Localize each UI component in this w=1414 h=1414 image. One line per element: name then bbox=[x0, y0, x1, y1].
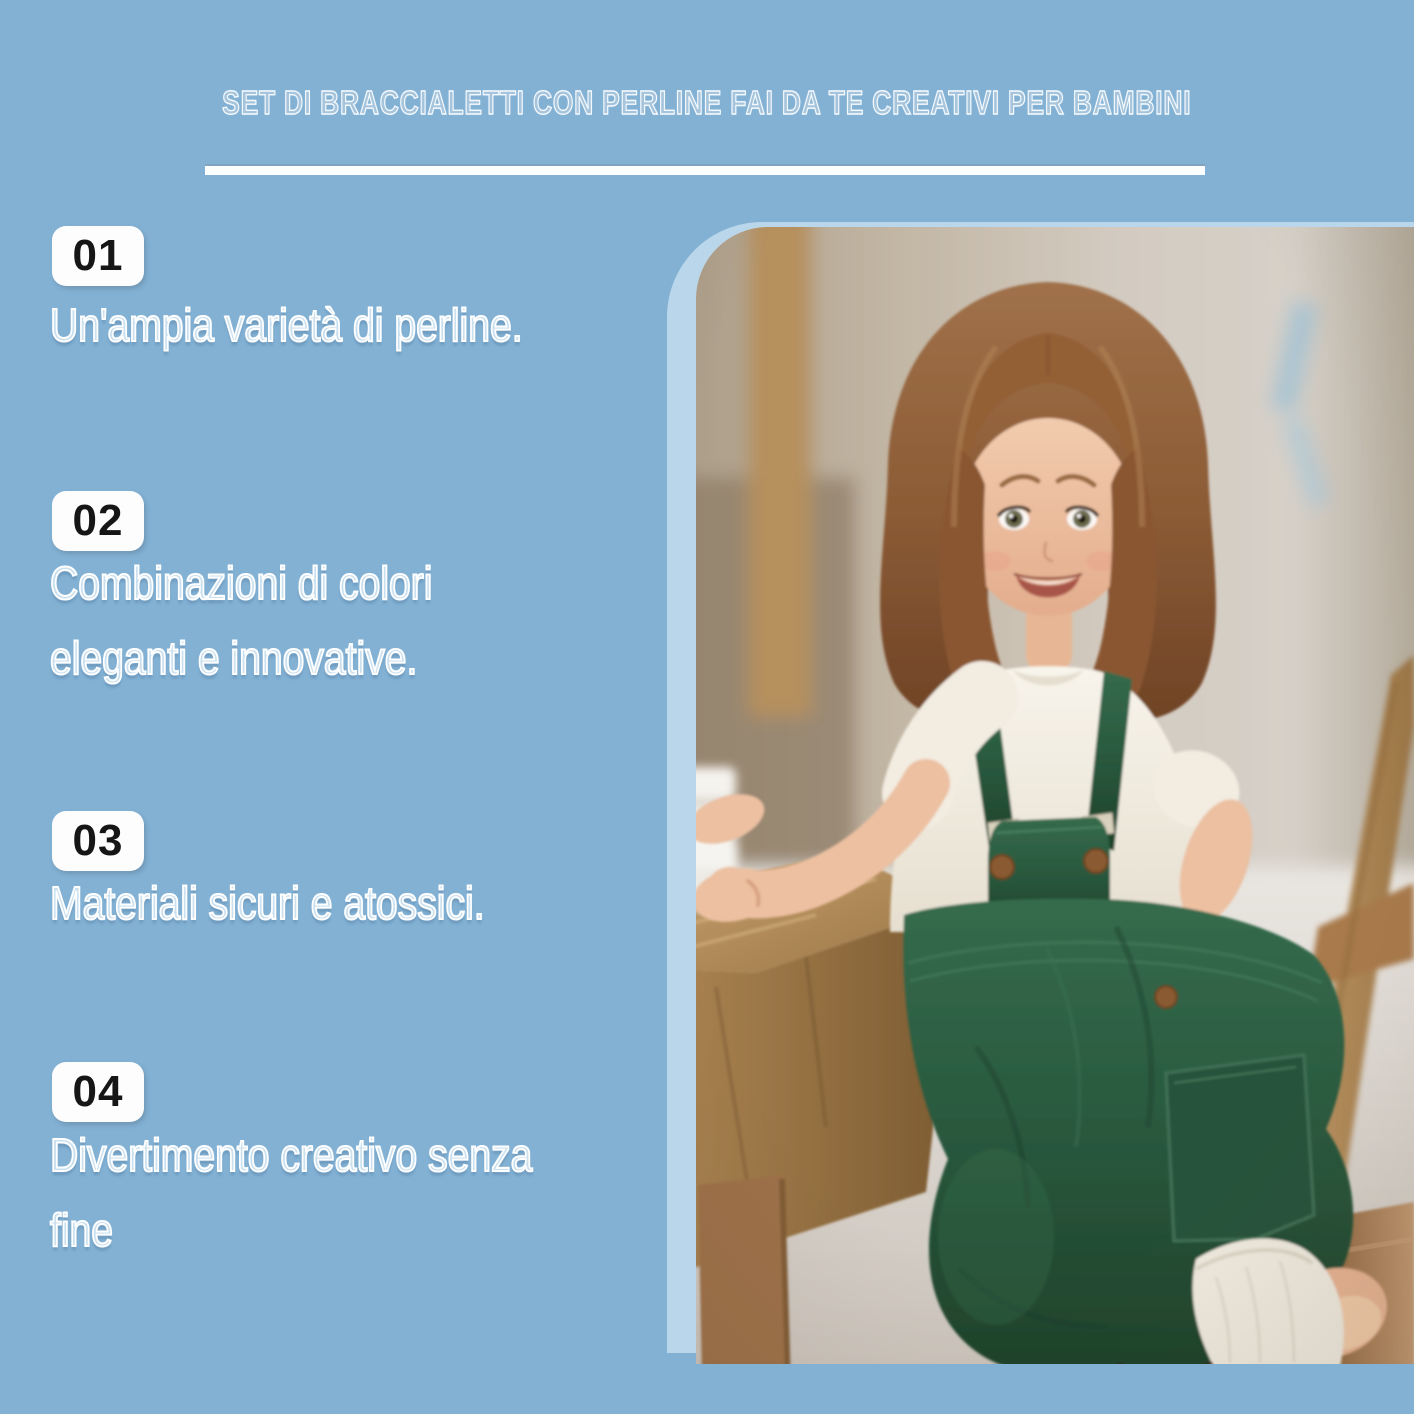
feature-badge-02: 02 bbox=[52, 491, 144, 551]
feature-line: eleganti e innovative. bbox=[50, 632, 418, 684]
header bbox=[0, 84, 1414, 122]
title-divider bbox=[205, 166, 1205, 175]
product-photo bbox=[696, 227, 1414, 1364]
feature-text-04 bbox=[50, 1118, 532, 1268]
page-title: SET DI BRACCIALETTI CON PERLINE FAI DA TE CREATIVI PER BAMBINI bbox=[222, 84, 1192, 121]
feature-badge-04: 04 bbox=[52, 1062, 144, 1122]
feature-line: Combinazioni di colori bbox=[50, 557, 433, 609]
photo-vignette bbox=[696, 227, 1414, 1364]
feature-text-02 bbox=[50, 546, 432, 696]
feature-text-01 bbox=[50, 288, 523, 363]
feature-line: fine bbox=[50, 1204, 114, 1256]
feature-badge-01: 01 bbox=[52, 226, 144, 286]
feature-line: Un'ampia varietà di perline. bbox=[50, 299, 523, 351]
feature-badge-03: 03 bbox=[52, 811, 144, 871]
feature-line: Materiali sicuri e atossici. bbox=[50, 877, 485, 929]
feature-text-03 bbox=[50, 866, 485, 941]
photo-illustration bbox=[696, 227, 1414, 1364]
feature-line: Divertimento creativo senza bbox=[50, 1129, 533, 1181]
